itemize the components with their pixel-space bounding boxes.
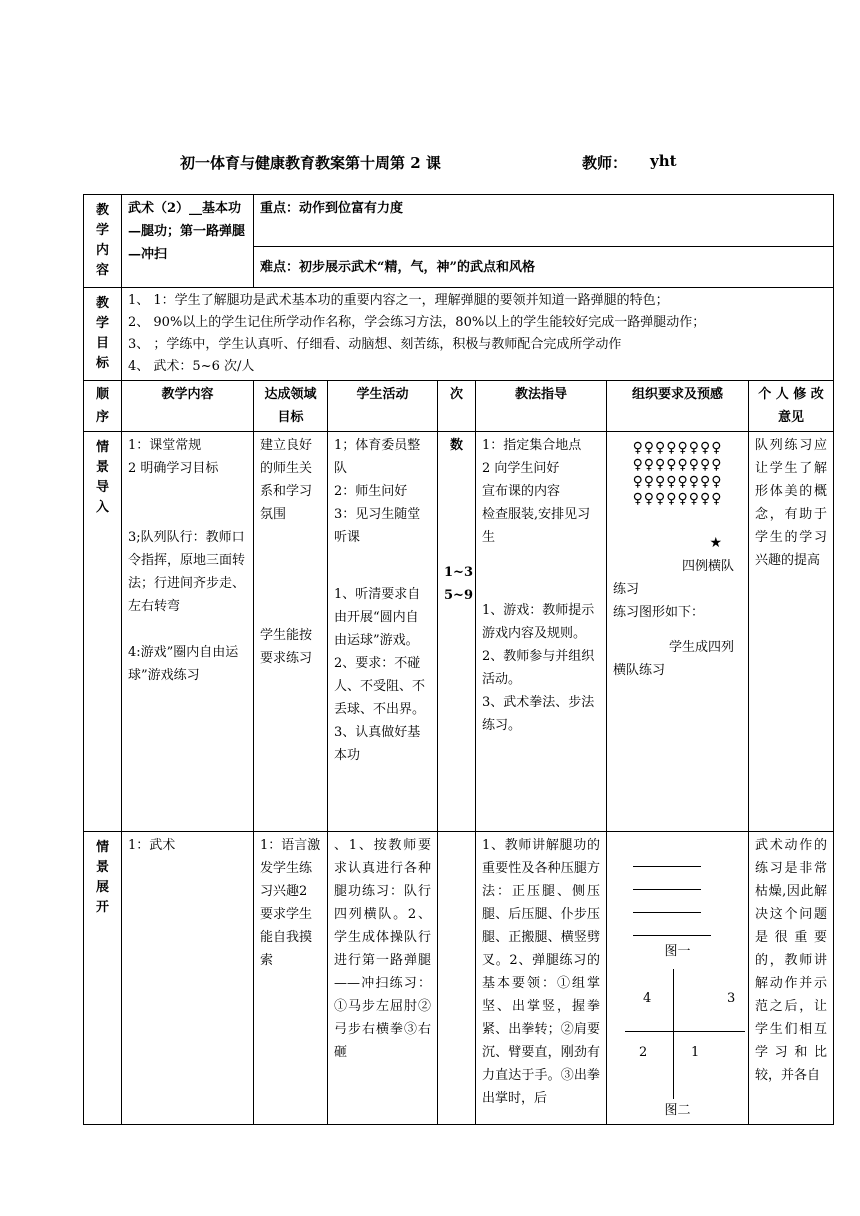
- objective-item: 3、 ；学练中，学生认真听、仔细看、动脑想、刻苦练，积极与教师配合完成所学动作: [128, 337, 622, 352]
- develop-activity: 、1、按教师要求认真进行各种腿功练习：队行四列横队。2、学生成体操队行进行第一路弹腿——冲扫练习：①马步左屈肘②弓步右横拳③右砸: [328, 832, 438, 1125]
- table-row: [84, 832, 834, 1125]
- key-point: 重点：动作到位富有力度: [254, 195, 834, 247]
- col-times: 次: [438, 381, 476, 432]
- develop-times: [438, 832, 476, 1125]
- intro-organization: ♀♀♀♀♀♀♀♀ ♀♀♀♀♀♀♀♀ ♀♀♀♀♀♀♀♀ ♀♀♀♀♀♀♀♀ ★ 四例横队 练习 练习图形如下： 学生成四列 横队练习: [607, 432, 749, 832]
- content-topic: 武术（2）__基本功—腿功；第一路弹腿—冲扫: [122, 195, 254, 288]
- develop-content: 1：武术: [122, 832, 254, 1125]
- col-seq: 顺序: [84, 381, 122, 432]
- col-method: 教法指导: [476, 381, 607, 432]
- intro-activity: 1；体育委员整队 2：师生问好 3：见习生随堂听课 1、听清要求自由开展“圆内自由运球”游戏。 2、要求：不碰人、不受阻、不丢球、不出界。 3、认真做好基本功: [328, 432, 438, 832]
- col-activity: 学生活动: [328, 381, 438, 432]
- objectives-label: 教 学 目 标: [84, 288, 122, 381]
- figure-one-caption: 图一: [664, 944, 691, 959]
- objective-item: 4、 武术：5~6 次/人: [128, 359, 255, 374]
- develop-method: 1、教师讲解腿功的重要性及各种压腿方法：正压腿、侧压腿、后压腿、仆步压腿、正搬腿、横竖劈叉。2、弹腿练习的基本要领：①组掌坚、出掌竖，握拳紧、出拳转；②肩要沉、臂要直，刚劲有力直达于手。③出拳出掌时，后: [476, 832, 607, 1125]
- table-row: [84, 432, 834, 832]
- lesson-title: 初一体育与健康教育教案第十周第 2 课: [180, 154, 441, 172]
- develop-goal: 1：语言激发学生练习兴趣2 要求学生能自我摸索: [254, 832, 328, 1125]
- figure-two-caption: 图二: [664, 1103, 691, 1118]
- intro-content: 1：课堂常规 2 明确学习目标 3;队列队行：教师口令指挥，原地三面转法；行进间齐步走、左右转弯 4:游戏”圈内自由运球”游戏练习: [122, 432, 254, 832]
- content-label: 教 学 内 容: [84, 195, 122, 288]
- column-header-row: [84, 381, 834, 432]
- intro-notes: 队列练习应让学生了解形体美的概念，有助于学生的学习兴趣的提高: [749, 432, 834, 832]
- teacher-label: 教师：: [582, 154, 628, 172]
- objective-item: 2、 90%以上的学生记住所学动作名称，学会练习方法，80%以上的学生能较好完成一路弹腿动作；: [128, 315, 706, 330]
- seq-intro: 情 景 导 入: [84, 432, 122, 832]
- teacher-star-icon: ★: [709, 535, 722, 551]
- objectives-list: [122, 288, 834, 381]
- quadrant-figure: 4 3 2 1: [615, 969, 745, 1099]
- seq-develop: 情 景 展 开: [84, 832, 122, 1125]
- objectives-row: [84, 288, 834, 381]
- develop-notes: 武术动作的练习是非常枯燥,因此解决这个问题是很重要的，教师讲解动作并示范之后，让学生们相互学习和比较，并各自: [749, 832, 834, 1125]
- intro-goal: 建立良好的师生关系和学习氛围 学生能按要求练习: [254, 432, 328, 832]
- intro-method: 1：指定集合地点 2 向学生问好 宣布课的内容 检查服装,安排见习生 1、游戏：教师提示游戏内容及规则。 2、教师参与并组织活动。 3、武术拳法、步法练习。: [476, 432, 607, 832]
- col-notes: 个 人 修 改 意见: [749, 381, 834, 432]
- content-row: [84, 195, 834, 247]
- difficulty: 难点：初步展示武术“精，气，神”的武点和风格: [254, 247, 834, 288]
- line-formation-figure: [633, 844, 742, 936]
- objective-item: 1、 1：学生了解腿功是武术基本功的重要内容之一，理解弹腿的要领并知道一路弹腿的特色；: [128, 293, 669, 308]
- col-organization: 组织要求及预感: [607, 381, 749, 432]
- col-content: 教学内容: [122, 381, 254, 432]
- develop-organization: [607, 832, 749, 1125]
- intro-times: 数 1~3 5~9: [438, 432, 476, 832]
- student-formation: ♀♀♀♀♀♀♀♀ ♀♀♀♀♀♀♀♀ ♀♀♀♀♀♀♀♀ ♀♀♀♀♀♀♀♀: [632, 440, 723, 507]
- lesson-plan-table: [83, 194, 834, 1125]
- teacher-name: yht: [650, 152, 677, 170]
- col-goal: 达成领域目标: [254, 381, 328, 432]
